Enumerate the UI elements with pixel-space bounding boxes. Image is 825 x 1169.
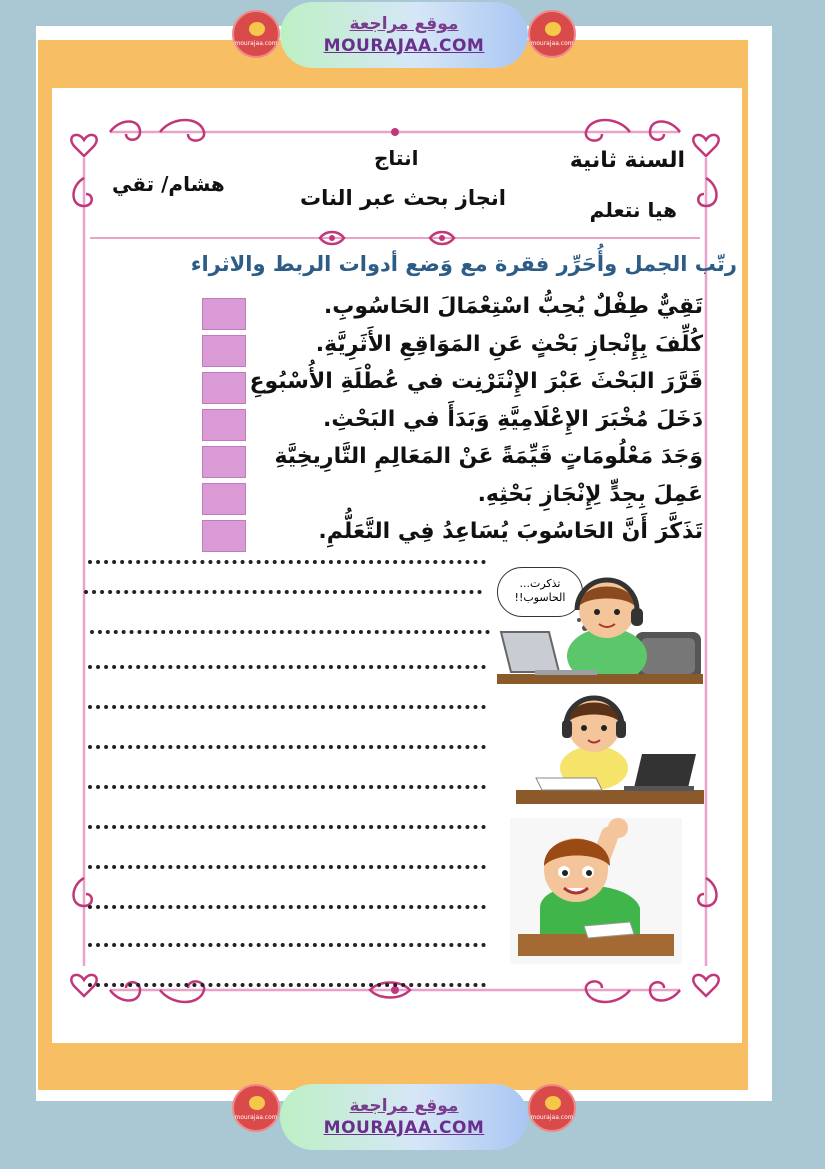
grade-label: السنة ثانية (569, 148, 685, 173)
site-logo-icon: mourajaa.com (528, 10, 576, 58)
topic-label: انجاز بحث عبر النات (300, 186, 507, 210)
writing-line[interactable] (84, 590, 482, 594)
site-logo-icon: mourajaa.com (232, 10, 280, 58)
order-box[interactable] (202, 372, 246, 404)
writing-line[interactable] (88, 665, 486, 669)
writing-line[interactable] (88, 785, 486, 789)
site-banner-top[interactable] (280, 2, 528, 68)
site-name-en[interactable]: MOURAJAA.COM (323, 36, 485, 56)
site-banner-bottom[interactable] (280, 1084, 528, 1150)
writing-line[interactable] (88, 825, 486, 829)
order-answer-boxes (202, 298, 246, 557)
order-box[interactable] (202, 520, 246, 552)
boy-raising-hand-illustration (510, 818, 682, 964)
order-box[interactable] (202, 335, 246, 367)
sentence-item: تَذَكَّرَ أَنَّ الحَاسُوبَ يُسَاعِدُ فِي التَّعَلُّمِ. (318, 519, 703, 544)
book-label: هيا نتعلم (589, 198, 677, 222)
order-box[interactable] (202, 409, 246, 441)
author-label: هشام/ تقي (112, 172, 225, 196)
sentence-item: عَمِلَ بِجِدٍّ لِإِنْجَازِ بَحْثِهِ. (477, 481, 703, 507)
thought-bubble: تذكرت... الحاسوب!! (497, 567, 583, 617)
writing-line[interactable] (88, 983, 486, 987)
site-name-ar[interactable]: موقع مراجعة (349, 1096, 459, 1116)
site-name-ar[interactable]: موقع مراجعة (349, 14, 459, 34)
boy-writing-illustration (512, 690, 708, 808)
site-name-en[interactable]: MOURAJAA.COM (323, 1118, 485, 1138)
sentence-item: وَجَدَ مَعْلُومَاتٍ قَيِّمَةً عَنْ المَعَالِمِ التَّارِيخِيَّةِ (274, 444, 703, 469)
sentence-item: دَخَلَ مُخْبَرَ الإِعْلَامِيَّةِ وَبَدَأَ في البَحْثِ. (323, 406, 703, 432)
order-box[interactable] (202, 446, 246, 478)
order-box[interactable] (202, 483, 246, 515)
sentence-list (249, 288, 703, 551)
sentence-item: قَرَّرَ البَحْثَ عَبْرَ الإِنْتَرْنِت في عُطْلَةِ الأُسْبُوعِ (249, 369, 703, 394)
writing-line[interactable] (88, 943, 486, 947)
writing-line[interactable] (88, 705, 486, 709)
writing-line[interactable] (88, 905, 486, 909)
writing-line[interactable] (88, 745, 486, 749)
site-logo-icon: mourajaa.com (528, 1084, 576, 1132)
sentence-item: تَقِيٌّ طِفْلٌ يُحِبُّ اسْتِعْمَالَ الحَاسُوبِ. (323, 294, 703, 319)
activity-label: انتاج (374, 146, 419, 170)
site-logo-icon: mourajaa.com (232, 1084, 280, 1132)
instruction-text: رتّب الجمل وأُحَرِّر فقرة مع وَضع أدوات الربط والاثراء (190, 252, 737, 276)
writing-line[interactable] (88, 865, 486, 869)
writing-line[interactable] (90, 630, 490, 634)
writing-line[interactable] (88, 560, 486, 564)
order-box[interactable] (202, 298, 246, 330)
sentence-item: كُلِّفَ بِإِنْجازِ بَحْثٍ عَنِ المَوَاقِعِ الأَثَرِيَّةِ. (315, 331, 703, 357)
boy-with-laptop-illustration (495, 570, 707, 692)
